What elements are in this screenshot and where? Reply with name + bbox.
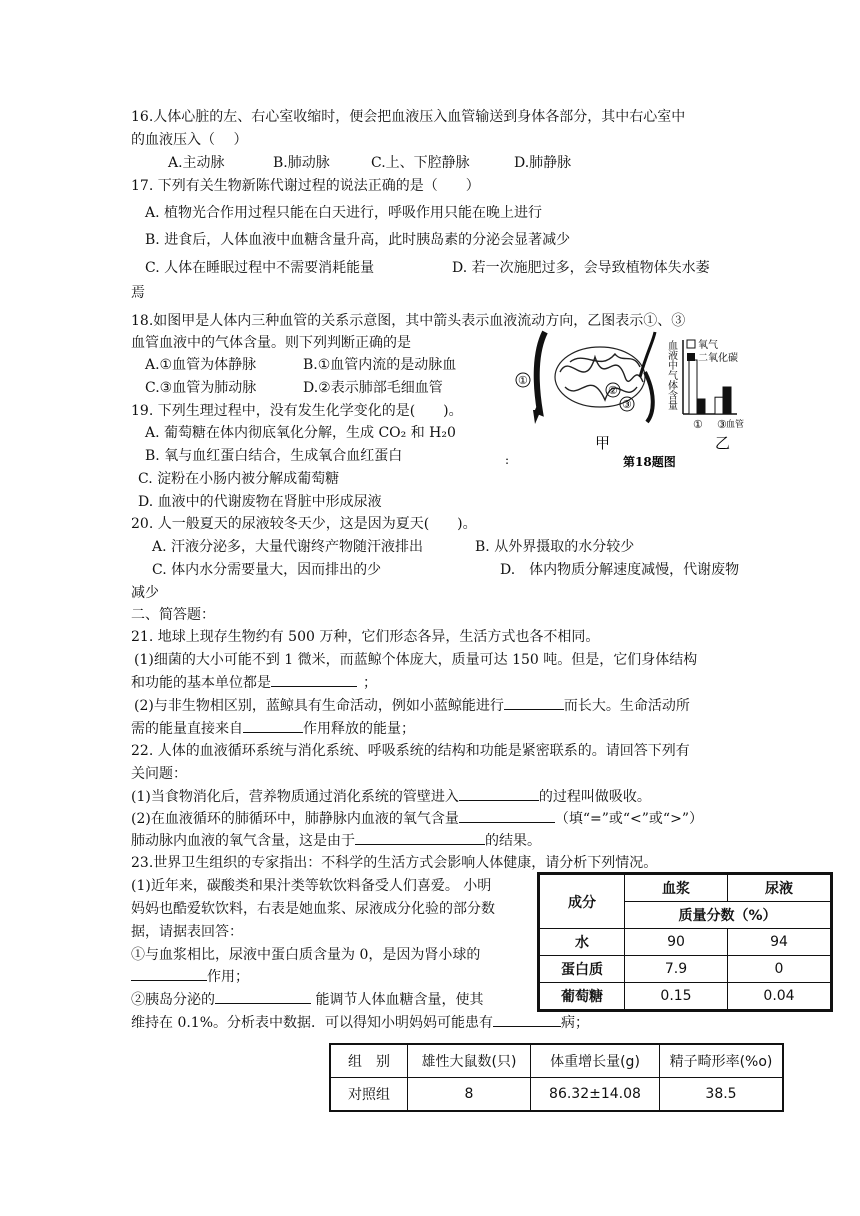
q22-part2: (2)在血液循环的肺循环中，肺静脉内血液的氧气含量 （填“=”或“<”或“>”）	[131, 808, 703, 829]
q21-part2-line2: 需的能量直接来自 作用释放的能量；	[131, 718, 415, 739]
q23-part1-line3: 据，请据表回答：	[131, 924, 243, 940]
cell-group: 对照组	[330, 1078, 408, 1112]
chart-cat-1: ①	[693, 418, 703, 431]
marker-1: ①	[518, 374, 528, 387]
section-title: 二、简答题：	[131, 607, 215, 623]
q23-sub1-line2: 作用；	[131, 966, 249, 987]
table-row	[330, 1078, 783, 1112]
q23-stem: 23.世界卫生组织的专家指出：不科学的生活方式会影响人体健康，请分析下列情况。	[131, 855, 658, 871]
q22-stem-line2: 关问题：	[131, 766, 187, 782]
q20-option-d: D. 体内物质分解速度减慢，代谢废物	[500, 562, 740, 578]
cell-plasma: 90	[625, 929, 728, 956]
row-name: 葡萄糖	[539, 983, 625, 1011]
answer-blank[interactable]	[215, 989, 311, 1004]
chart-cat-3: ③	[717, 418, 727, 431]
cell-sperm-rate: 38.5	[660, 1078, 784, 1112]
q16-option-b: B.肺动脉	[273, 155, 330, 171]
label-jia: 甲	[595, 434, 611, 452]
q17-stem: 17. 下列有关生物新陈代谢过程的说法正确的是（ ）	[131, 178, 480, 194]
table-row	[539, 929, 832, 956]
figure-caption: 第18题图	[623, 455, 676, 469]
q23-sub2-line1: ②胰岛分泌的 能调节人体血糖含量，使其	[131, 989, 483, 1010]
q17-option-a: A. 植物光合作用过程只能在白天进行，呼吸作用只能在晚上进行	[145, 205, 543, 221]
q23-part1-line1: (1)近年来，碳酸类和果汁类等软饮料备受人们喜爱。 小明	[131, 878, 492, 894]
chart-bars	[689, 360, 731, 414]
q20-option-a: A. 汗液分泌多，大量代谢终产物随汗液排出	[152, 539, 424, 555]
q16-stem-line1: 16.人体心脏的左、右心室收缩时，便会把血液压入血管输送到身体各部分，其中右心室中	[131, 109, 686, 125]
q20-option-d-cont: 减少	[131, 585, 159, 601]
cell-plasma: 7.9	[625, 956, 728, 983]
legend-co2-swatch	[687, 353, 695, 361]
bar-co2-1	[697, 399, 705, 414]
q18-option-a: A.①血管为体静脉	[145, 357, 257, 373]
legend-oxygen: 氧气	[698, 340, 718, 351]
q23-sub1-line1: ①与血浆相比，尿液中蛋白质含量为 0，是因为肾小球的	[131, 947, 481, 963]
q19-option-c: C. 淀粉在小肠内被分解成葡萄糖	[138, 471, 340, 487]
q18-figure	[505, 332, 745, 472]
label-yi: 乙	[715, 434, 731, 452]
q17-option-c: C. 人体在睡眠过程中不需要消耗能量	[145, 260, 375, 276]
q23-part1-line2: 妈妈也酷爱软饮料，右表是她血浆、尿液成分化验的部分数	[131, 901, 495, 917]
chart-ylabel: 血液中气体含量	[665, 340, 677, 410]
q17-option-b: B. 进食后，人体血液中血糖含量升高，此时胰岛素的分泌会显著减少	[145, 232, 571, 248]
vessel-1-shape	[535, 332, 545, 412]
figure-dots: :	[505, 453, 510, 467]
answer-blank[interactable]	[459, 786, 539, 801]
q21-part1-line1: (1)细菌的大小可能不到 1 微米，而蓝鲸个体庞大，质量可达 150 吨。但是，它们身体结构	[134, 652, 698, 668]
answer-blank[interactable]	[271, 672, 357, 687]
cell-rat-count: 8	[408, 1078, 531, 1112]
q19-option-d: D. 血液中的代谢废物在肾脏中形成尿液	[138, 494, 382, 510]
row-name: 蛋白质	[539, 956, 625, 983]
q22-part3: 肺动脉内血液的氧气含量，这是由于 的结果。	[131, 830, 541, 851]
q19-option-b: B. 氧与血红蛋白结合，生成氧合血红蛋白	[145, 448, 403, 464]
q21-part1-line2: 和功能的基本单位都是 ；	[131, 672, 377, 693]
q21-part2-line1: (2)与非生物相区别，蓝鲸具有生命活动，例如小蓝鲸能进行 而长大。生命活动所	[134, 695, 690, 716]
q17-option-d-cont: 焉	[131, 285, 145, 301]
q22-part1: (1)当食物消化后，营养物质通过消化系统的管壁进入 的过程叫做吸收。	[131, 786, 651, 807]
q16-option-a: A.主动脉	[168, 155, 225, 171]
capillary-lines	[560, 354, 643, 400]
row-name: 水	[539, 929, 625, 956]
q17-option-d: D. 若一次施肥过多，会导致植物体失水萎	[452, 260, 710, 276]
answer-blank[interactable]	[355, 830, 485, 845]
table-row	[539, 983, 832, 1011]
composition-table	[537, 872, 833, 1012]
q16-stem-line2: 的血液压入（ ）	[131, 132, 248, 148]
q23-sub2-line2: 维持在 0.1%。分析表中数据．可以得知小明妈妈可能患有 病；	[131, 1012, 589, 1033]
answer-blank[interactable]	[243, 718, 303, 733]
header-plasma: 血浆	[625, 874, 728, 902]
legend-oxygen-swatch	[687, 340, 695, 348]
marker-2: ②	[608, 384, 618, 397]
cell-urine: 94	[728, 929, 832, 956]
header-sperm-rate: 精子畸形率(%o)	[660, 1044, 784, 1078]
cell-urine: 0	[728, 956, 832, 983]
q16-option-c: C.上、下腔静脉	[371, 155, 470, 171]
marker-3: ③	[622, 398, 632, 411]
legend-co2: 二氧化碳	[698, 353, 738, 364]
q20-option-c: C. 体内水分需要量大，因而排出的少	[152, 562, 382, 578]
q19-stem: 19. 下列生理过程中，没有发生化学变化的是( )。	[131, 403, 463, 419]
answer-blank[interactable]	[131, 966, 207, 981]
bar-co2-2	[723, 387, 731, 414]
header-urine: 尿液	[728, 874, 832, 902]
q22-stem-line1: 22. 人体的血液循环系统与消化系统、呼吸系统的结构和功能是紧密联系的。请回答下列有	[131, 743, 690, 759]
bar-oxygen-2	[715, 397, 723, 414]
vessel-3-shape	[645, 372, 653, 422]
answer-blank[interactable]	[504, 695, 564, 710]
q21-stem: 21. 地球上现存生物约有 500 万种，它们形态各异，生活方式也各不相同。	[131, 629, 600, 645]
header-component: 成分	[539, 874, 625, 929]
cell-weight-gain: 86.32±14.08	[531, 1078, 660, 1112]
chart-xlabel: 血管	[726, 420, 745, 430]
cell-plasma: 0.15	[625, 983, 728, 1011]
header-mass-fraction: 质量分数（%）	[625, 902, 832, 929]
vessel-1-arrow	[533, 410, 541, 424]
q18-stem-line1: 18.如图甲是人体内三种血管的关系示意图，其中箭头表示血液流动方向，乙图表示①、③	[131, 313, 686, 329]
q18-stem-line2: 血管血液中的气体含量。则下列判断正确的是	[131, 335, 411, 351]
bar-oxygen-1	[689, 360, 697, 414]
q20-option-b: B. 从外界摄取的水分较少	[475, 539, 635, 555]
cell-urine: 0.04	[728, 983, 832, 1011]
q18-option-b: B.①血管内流的是动脉血	[303, 357, 457, 373]
rat-experiment-table	[329, 1043, 784, 1112]
answer-blank[interactable]	[459, 808, 555, 823]
q16-option-d: D.肺静脉	[514, 155, 572, 171]
header-rat-count: 雄性大鼠数(只)	[408, 1044, 531, 1078]
table-row	[539, 956, 832, 983]
q20-stem: 20. 人一般夏天的尿液较冬天少，这是因为夏天( )。	[131, 516, 477, 532]
q18-option-d: D.②表示肺部毛细血管	[303, 380, 443, 396]
answer-blank[interactable]	[493, 1012, 561, 1027]
header-group: 组 别	[330, 1044, 408, 1078]
q18-option-c: C.③血管为肺动脉	[145, 380, 257, 396]
header-weight-gain: 体重增长量(g)	[531, 1044, 660, 1078]
q19-option-a: A. 葡萄糖在体内彻底氧化分解，生成 CO₂ 和 H₂0	[145, 425, 456, 441]
